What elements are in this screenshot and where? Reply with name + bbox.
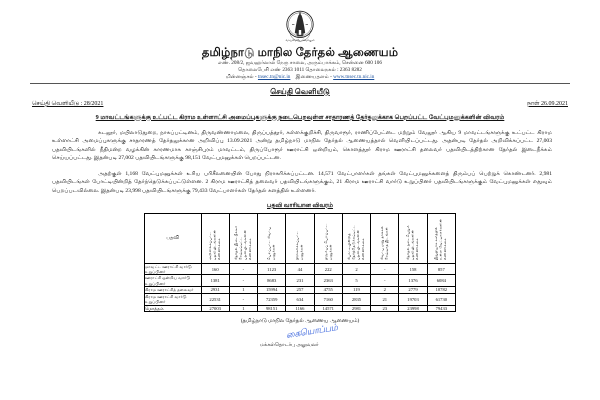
cell: 231 (286, 275, 314, 287)
column-header-0: அறிவிக்கப்பட்ட பதவியிடங்களின் எண்ணிக்கை (201, 213, 229, 263)
row-label: மாவட்ட ஊராட்சி வார்டு உறுப்பினர் (145, 263, 202, 275)
release-reference-number: செய்தி வெளியீடு : 28/2021 (32, 101, 104, 107)
cell: 19703 (399, 293, 427, 305)
column-header-position: பதவி (145, 213, 202, 263)
handwritten-signature: கையொப்பம் (285, 322, 339, 341)
column-header-6: வேட்பு மனு தாக்கல் செய்யாத இடங்கள் (371, 213, 399, 263)
website-label: இணையதளம் - (295, 74, 332, 80)
body-paragraph-1: கடலூர், மயிலாடுதுறை, நாகப்பட்டினம், திருவண்ணாமலை, திருப்பத்தூர், கள்ளக்குறிச்சி, திருவாரூர், ராணிப்பேட்டை மற்றும் வேலூர் ஆகிய 9 மாவட்டங்களுக்கு உட்பட்ட கிராம உள்ளாட்சி அமைப்புகளுக்கு சாதாரணத் தேர்தலுக்கான அறிவிப்பு 13.09.2021 அன்று தமிழ்நாடு மாநில தேர்தல் ஆணையத்தால் வெளியிடப்பட்டது. அதன்படி தேர்தல் அறிவிக்கப்பட்ட 27,003 பதவியிடங்களில் நீதிமன்ற வழக்கின் காரணமாக காஞ்சிபுரம் மாவட்டம், திருப்போரூர் ஊராட்சி ஒன்றியம், கொளத்தூர் கிராம ஊராட்சி தலைவர் பதவியிடத்திற்கான தேர்தல் இடைநீக்கம் செய்யப்பட்டது. இதன்படி 27,002 பதவியிடங்களுக்கு 98,151 வேட்புமனுக்கள் பெறப்பட்டன. (52, 129, 552, 162)
cell: - (229, 275, 257, 287)
organization-contact-links (30, 74, 570, 81)
row-label: கிராம ஊராட்சித் தலைவர் (145, 287, 202, 293)
column-header-4: திரும்பப் பெறப்பட்ட மனுக்கள் (314, 213, 342, 263)
cell: 15994 (258, 287, 286, 293)
cell: 10782 (427, 287, 455, 293)
table-body (145, 263, 456, 311)
tamil-nadu-state-emblem-icon (280, 6, 320, 46)
cell: - (229, 293, 257, 305)
row-label: ஊராட்சி ஒன்றிய வார்டு உறுப்பினர் (145, 275, 202, 287)
cell: 1 (229, 287, 257, 293)
cell-total: 23998 (399, 305, 427, 311)
cell: 72359 (258, 293, 286, 305)
cell: 21 (371, 293, 399, 305)
cell: 857 (427, 263, 455, 275)
release-meta-row (30, 101, 570, 108)
cell: 222 (314, 263, 342, 275)
cell-total: 23 (371, 305, 399, 311)
column-header-3: நிராகரிக்கப்பட்ட மனுக்கள் (286, 213, 314, 263)
cell: 1381 (201, 275, 229, 287)
header-divider (30, 83, 570, 84)
signature-block (200, 322, 400, 353)
cell: 61730 (427, 293, 455, 305)
cell: 257 (286, 287, 314, 293)
cell: 2 (371, 287, 399, 293)
row-label-total: மொத்தம் (145, 305, 202, 311)
cell: 2779 (399, 287, 427, 293)
issuing-authority: (தமிழ்நாடு மாநில தேர்தல் ஆணைய ஆணையம்) (240, 317, 360, 324)
cell: 22531 (201, 293, 229, 305)
cell-total: 1166 (286, 305, 314, 311)
cell-total: 1 (229, 305, 257, 311)
nomination-stats-table (144, 213, 456, 312)
table-row (145, 275, 456, 287)
column-header-5: போட்டியின்றித் தேர்ந்தெடுக்கப்பட்ட பதவியிடங்களின் எண்ணிக்கை (342, 213, 370, 263)
signatory-designation: மக்கள்தொடர்பு அலுவலர் (260, 342, 319, 348)
table-row (145, 287, 456, 293)
cell: 8683 (258, 275, 286, 287)
cell: 158 (399, 263, 427, 275)
cell: 4755 (314, 287, 342, 293)
cell: - (371, 275, 399, 287)
cell: 6084 (427, 275, 455, 287)
cell: 1123 (258, 263, 286, 275)
cell: 5 (342, 275, 370, 287)
cell-total: 98151 (258, 305, 286, 311)
press-release-title: செய்தி வெளியீடு (270, 87, 330, 96)
cell: 2835 (342, 293, 370, 305)
cell-total: 14571 (314, 305, 342, 311)
column-header-7: தேர்தல் நடைபெறும் பதவியிடங்களின் எண்ணிக்கை (399, 213, 427, 263)
cell: 119 (342, 287, 370, 293)
cell: 2931 (201, 287, 229, 293)
organization-address: எண். 208/2, ஜவஹர்லால் நேரு சாலை, அரும்பாக்கம், சென்னை 600 106 (218, 60, 382, 66)
email-label: மின்னஞ்சல் - (225, 74, 257, 80)
cell: 160 (201, 263, 229, 275)
cell: 7160 (314, 293, 342, 305)
release-date: நாள் 26.09.2021 (527, 101, 568, 107)
letterhead (30, 6, 570, 84)
row-label: கிராம ஊராட்சி வார்டு உறுப்பினர் (145, 293, 202, 305)
cell: 1376 (399, 275, 427, 287)
table-header (145, 213, 456, 263)
column-header-2: பெறப்பட்ட வேட்பு மனுக்கள் (258, 213, 286, 263)
body-paragraph-2: அதற்குள் 1,168 வேட்புமனுக்கள் உரிய பரிசீலனையின் போது நிராகரிக்கப்பட்டன. 14,571 வேட்பாளர்கள் தங்கள் வேட்புமனுக்களைத் திரும்பப் பெற்றுக் கொண்டனர். 2,981 பதவியிடங்கள் போட்டியின்றித் தேர்ந்தெடுக்கப்பட்டுள்ளன. 2 கிராம ஊராட்சித் தலைவர் பதவியிடங்களுக்கும், 21 கிராம ஊராட்சி வார்டு உறுப்பினர் பதவியிடங்களுக்கும் வேட்புமனுக்கள் எதுவும் பெறப்படவில்லை. இதன்படி 23,998 பதவியிடங்களுக்கு 79,433 வேட்பாளர்கள் தேர்தல் களத்தில் உள்ளனர். (52, 170, 552, 195)
organization-phone: தொலைபேசி எண் 2363 1011 தொலைநகல் : 2363 8282 (238, 67, 362, 73)
cell-total: 2981 (342, 305, 370, 311)
table-caption: பதவி வாரியான விவரம் (267, 202, 333, 209)
table-row (145, 293, 456, 305)
cell-total: 79433 (427, 305, 455, 311)
release-subject: 9 மாவட்டங்களுக்கு உட்பட்ட கிராம உள்ளாட்சி அமைப்புகளுக்கு நடைபெறவுள்ள சாதாரணத் தேர்தலுக்காக பெறப்பட்ட வேட்புமனுக்களின் விவரம் (95, 114, 505, 121)
table-total-row (145, 305, 456, 311)
organization-name: தமிழ்நாடு மாநில தேர்தல் ஆணையம் (201, 47, 399, 59)
cell: - (229, 263, 257, 275)
cell: 2 (342, 263, 370, 275)
cell: 44 (286, 263, 314, 275)
cell-total: 27003 (201, 305, 229, 311)
document-footer (30, 318, 570, 353)
email-link[interactable]: tnsec.tn@nic.in (257, 74, 291, 80)
cell: - (371, 263, 399, 275)
svg-text:வாய்மையே வெல்லும்: வாய்மையே வெல்லும் (285, 37, 315, 42)
cell: 2363 (314, 275, 342, 287)
table-row (145, 263, 456, 275)
column-header-1: தேர்தல் இடைநீக்கம் செய்யப்பட்ட பதவியிடங்களின் எண்ணிக்கை (229, 213, 257, 263)
cell: 634 (286, 293, 314, 305)
website-link[interactable]: www.tnsec.tn.nic.in (333, 74, 375, 80)
table-header-row (145, 213, 456, 263)
stats-table-wrapper (30, 213, 570, 312)
column-header-8: இறுதியாக களத்தில் உள்ள வேட்பாளர்களின் எண்ணிக்கை (427, 213, 455, 263)
